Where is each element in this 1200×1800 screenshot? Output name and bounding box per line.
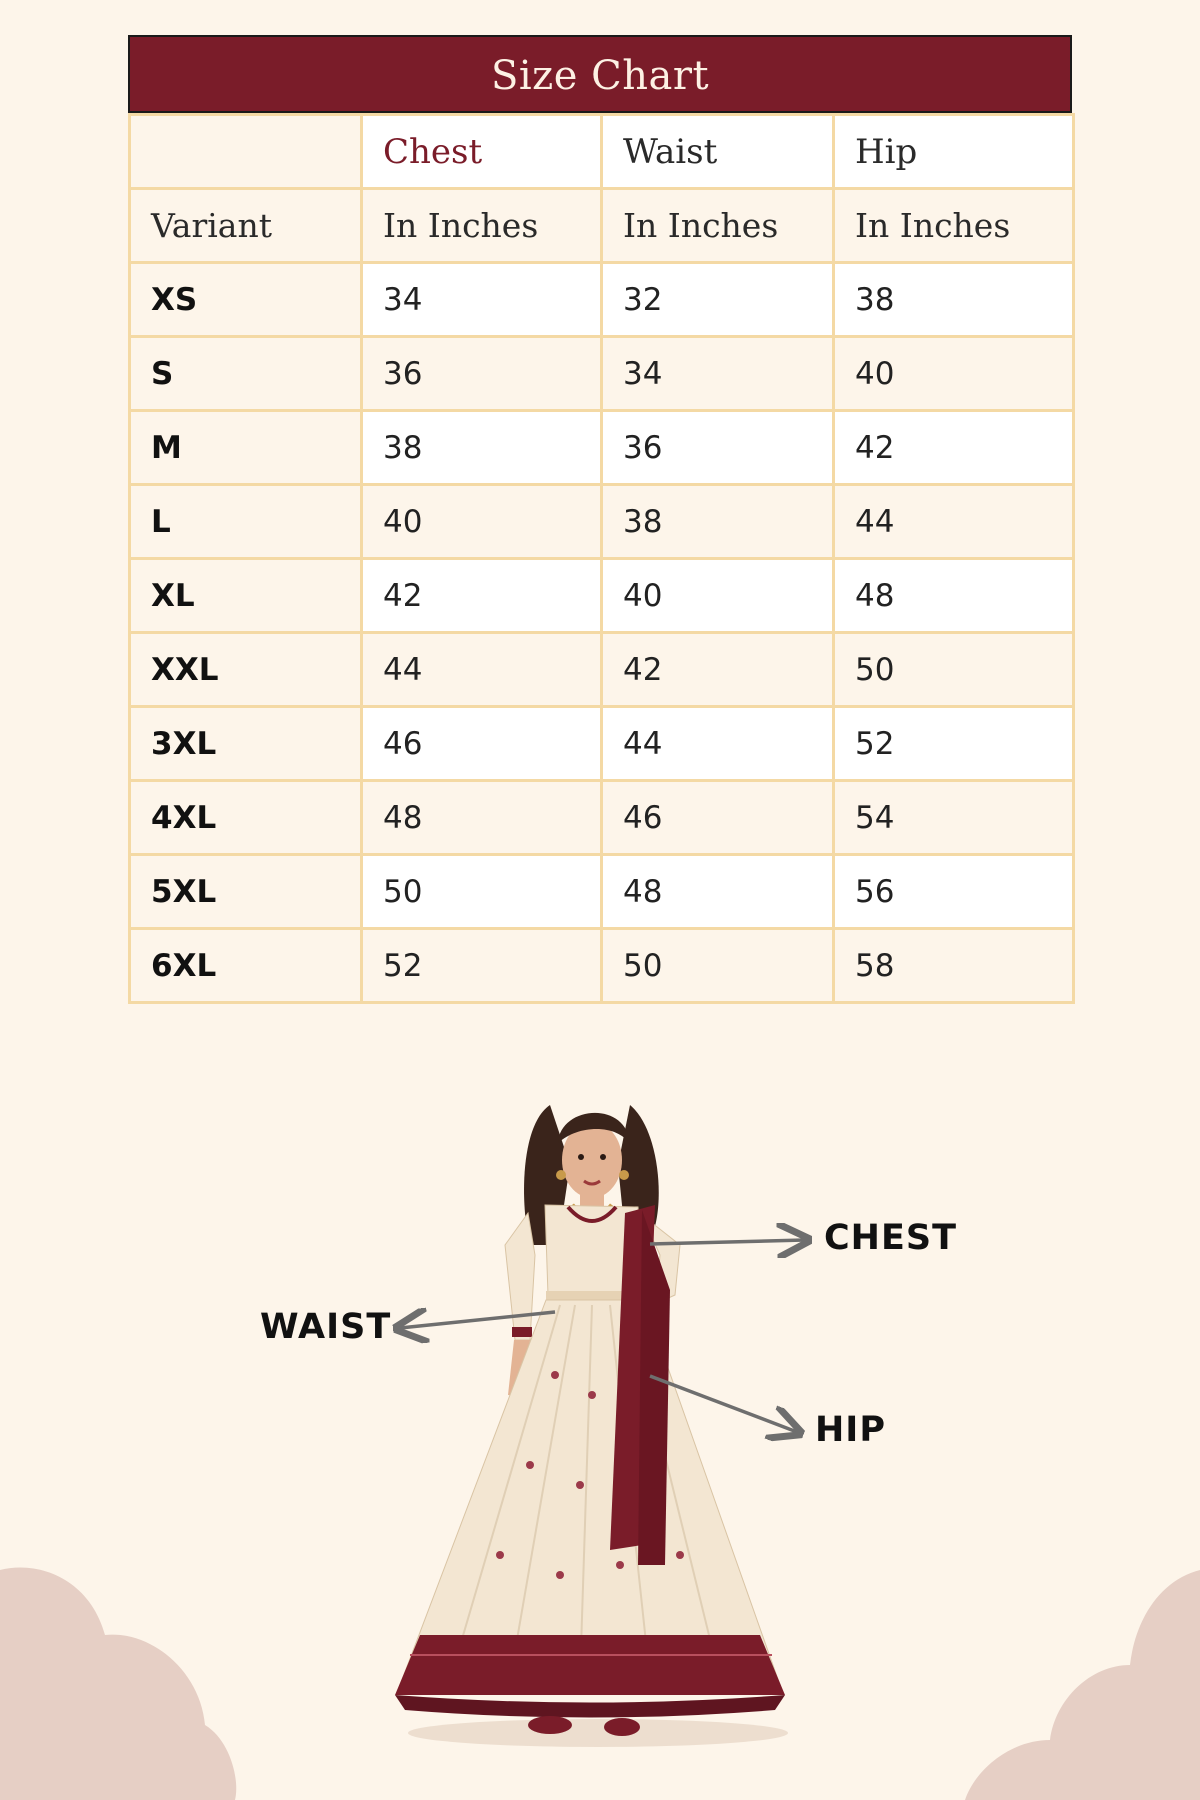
waist-arrow: [400, 1312, 555, 1328]
waist-cell-value: 38: [623, 503, 663, 540]
waist-cell-value: 34: [623, 355, 663, 392]
hip-cell-value: 58: [855, 947, 895, 984]
variant-cell-value: 4XL: [151, 799, 217, 836]
waist-cell-value: 36: [623, 429, 663, 466]
waist-measure-label: WAIST: [260, 1307, 392, 1347]
variant-cell-value: S: [151, 355, 174, 392]
chest-cell-value: 48: [383, 799, 423, 836]
hip-cell-value: 48: [855, 577, 895, 614]
hip-cell-value: 40: [855, 355, 895, 392]
chest-arrow: [650, 1240, 805, 1244]
chest-cell-value: 46: [383, 725, 423, 762]
waist-cell-value: 32: [623, 281, 663, 318]
chest-cell-value: 40: [383, 503, 423, 540]
waist-cell-value: 50: [623, 947, 663, 984]
variant-cell-value: XXL: [151, 651, 219, 688]
hip-measure-label: HIP: [815, 1410, 886, 1450]
variant-header-label: Variant: [151, 206, 272, 245]
waist-header-label: Waist: [623, 131, 718, 172]
chest-cell-value: 50: [383, 873, 423, 910]
chest-cell-value: 36: [383, 355, 423, 392]
waist-cell-value: 46: [623, 799, 663, 836]
hip-unit-label: In Inches: [855, 206, 1011, 245]
hip-header-label: Hip: [855, 131, 918, 172]
variant-cell-value: L: [151, 503, 171, 540]
waist-cell-value: 42: [623, 651, 663, 688]
hip-cell-value: 42: [855, 429, 895, 466]
waist-unit-label: In Inches: [623, 206, 779, 245]
hip-cell-value: 50: [855, 651, 895, 688]
waist-cell-value: 44: [623, 725, 663, 762]
variant-cell-value: XS: [151, 281, 198, 318]
hip-cell-value: 38: [855, 281, 895, 318]
variant-cell-value: 3XL: [151, 725, 217, 762]
variant-cell-value: 5XL: [151, 873, 217, 910]
hip-arrow: [650, 1376, 797, 1432]
chest-cell-value: 44: [383, 651, 423, 688]
chest-cell-value: 34: [383, 281, 423, 318]
hip-cell-value: 54: [855, 799, 895, 836]
chest-measure-label: CHEST: [824, 1218, 957, 1258]
chest-cell-value: 52: [383, 947, 423, 984]
hip-cell-value: 52: [855, 725, 895, 762]
variant-cell-value: M: [151, 429, 182, 466]
hip-cell-value: 56: [855, 873, 895, 910]
waist-cell-value: 48: [623, 873, 663, 910]
variant-cell-value: 6XL: [151, 947, 217, 984]
chest-unit-label: In Inches: [383, 206, 539, 245]
chest-cell-value: 38: [383, 429, 423, 466]
chest-cell-value: 42: [383, 577, 423, 614]
chest-header-label: Chest: [383, 131, 483, 172]
waist-cell-value: 40: [623, 577, 663, 614]
variant-cell-value: XL: [151, 577, 195, 614]
hip-cell-value: 44: [855, 503, 895, 540]
size-chart-title: Size Chart: [128, 35, 1072, 113]
